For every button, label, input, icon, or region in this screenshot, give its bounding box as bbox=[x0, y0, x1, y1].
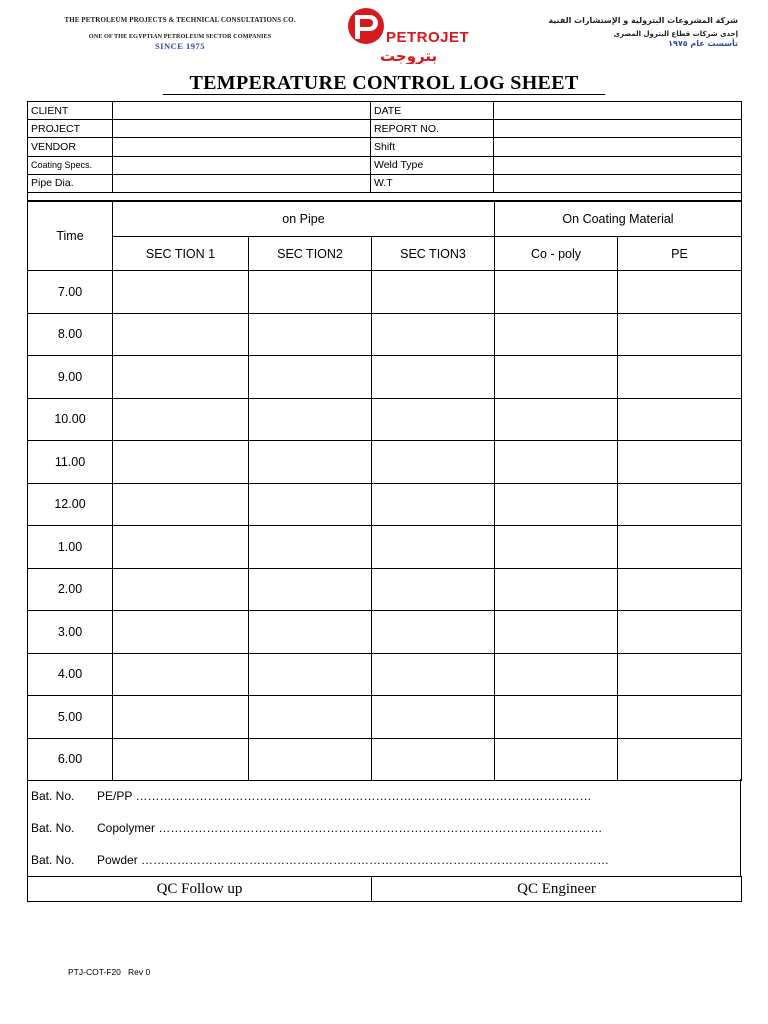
reading-cell[interactable] bbox=[249, 313, 372, 356]
spacer-cell bbox=[28, 192, 742, 200]
log-row bbox=[28, 441, 742, 484]
on-pipe-header: on Pipe bbox=[113, 202, 495, 237]
batch-row-pe-pp[interactable] bbox=[31, 789, 591, 803]
info-label: Pipe Dia. bbox=[28, 174, 113, 192]
pipe-dia-field[interactable] bbox=[113, 174, 371, 192]
info-label: VENDOR bbox=[28, 138, 113, 156]
log-row bbox=[28, 653, 742, 696]
time-cell: 11.00 bbox=[28, 441, 113, 484]
time-cell: 5.00 bbox=[28, 696, 113, 739]
log-row bbox=[28, 611, 742, 654]
since-line: SINCE 1975 bbox=[154, 41, 206, 51]
reading-cell[interactable] bbox=[372, 653, 495, 696]
log-row bbox=[28, 398, 742, 441]
logo-wordmark: PETROJET bbox=[386, 29, 470, 46]
reading-cell[interactable] bbox=[372, 483, 495, 526]
log-row bbox=[28, 738, 742, 781]
reading-cell[interactable] bbox=[113, 483, 249, 526]
arabic-company-line: شركة المشروعات البترولية و الإستشارات الفنية bbox=[548, 16, 738, 25]
info-row bbox=[28, 156, 742, 174]
batch-label: Bat. No. bbox=[31, 853, 75, 867]
reading-cell[interactable] bbox=[618, 653, 742, 696]
column-header: SEC TION3 bbox=[372, 237, 495, 271]
qc-follow-up-cell[interactable]: QC Follow up bbox=[28, 877, 372, 902]
reading-cell[interactable] bbox=[495, 398, 618, 441]
batch-row-copolymer[interactable] bbox=[31, 821, 602, 835]
time-cell: 7.00 bbox=[28, 271, 113, 314]
page-title: TEMPERATURE CONTROL LOG SHEET bbox=[189, 72, 579, 94]
info-label: REPORT NO. bbox=[371, 120, 494, 138]
petrojet-logo bbox=[340, 6, 470, 64]
column-header: Co - poly bbox=[495, 237, 618, 271]
reading-cell[interactable] bbox=[495, 271, 618, 314]
reading-cell[interactable] bbox=[618, 611, 742, 654]
column-header: SEC TION2 bbox=[249, 237, 372, 271]
reading-cell[interactable] bbox=[113, 526, 249, 569]
reading-cell[interactable] bbox=[495, 696, 618, 739]
reading-cell[interactable] bbox=[372, 441, 495, 484]
group-header-row bbox=[28, 202, 742, 237]
reading-cell[interactable] bbox=[618, 441, 742, 484]
logo-wordmark-arabic: بتروجت bbox=[380, 47, 438, 64]
log-row bbox=[28, 568, 742, 611]
batch-row-powder[interactable] bbox=[31, 853, 609, 867]
client-field[interactable] bbox=[113, 102, 371, 120]
reading-cell[interactable] bbox=[372, 611, 495, 654]
reading-cell[interactable] bbox=[618, 526, 742, 569]
time-cell: 9.00 bbox=[28, 356, 113, 399]
coating-specs-field[interactable] bbox=[113, 156, 371, 174]
temperature-log-table bbox=[27, 201, 742, 781]
reading-cell[interactable] bbox=[618, 313, 742, 356]
info-label: CLIENT bbox=[28, 102, 113, 120]
signoff-table bbox=[27, 876, 742, 902]
batch-text: PE/PP …………………………………………………………………………………………………… bbox=[97, 789, 592, 803]
reading-cell[interactable] bbox=[372, 526, 495, 569]
info-label: Shift bbox=[371, 138, 494, 156]
info-row bbox=[28, 102, 742, 120]
log-body bbox=[28, 271, 742, 781]
qc-engineer-cell[interactable]: QC Engineer bbox=[372, 877, 742, 902]
batch-section bbox=[27, 779, 741, 877]
sector-line: ONE OF THE EGYPTIAN PETROLEUM SECTOR COMPANIES bbox=[88, 33, 272, 40]
company-name-line: THE PETROLEUM PROJECTS & TECHNICAL CONSULTATIONS CO. bbox=[64, 16, 296, 24]
log-row bbox=[28, 696, 742, 739]
reading-cell[interactable] bbox=[113, 696, 249, 739]
info-row bbox=[28, 174, 742, 192]
reading-cell[interactable] bbox=[372, 696, 495, 739]
reading-cell[interactable] bbox=[113, 568, 249, 611]
reading-cell[interactable] bbox=[495, 526, 618, 569]
time-cell: 12.00 bbox=[28, 483, 113, 526]
weld-type-field[interactable] bbox=[494, 156, 742, 174]
reading-cell[interactable] bbox=[249, 441, 372, 484]
time-header: Time bbox=[28, 202, 113, 271]
reading-cell[interactable] bbox=[372, 271, 495, 314]
arabic-sector-line: إحدى شركات قطاع البترول المصرى bbox=[613, 30, 738, 38]
reading-cell[interactable] bbox=[495, 568, 618, 611]
column-header: PE bbox=[618, 237, 742, 271]
time-cell: 2.00 bbox=[28, 568, 113, 611]
signoff-row bbox=[28, 877, 742, 902]
info-label: Coating Specs. bbox=[28, 156, 113, 174]
reading-cell[interactable] bbox=[495, 611, 618, 654]
time-cell: 3.00 bbox=[28, 611, 113, 654]
column-header: SEC TION 1 bbox=[113, 237, 249, 271]
reading-cell[interactable] bbox=[495, 356, 618, 399]
reading-cell[interactable] bbox=[113, 441, 249, 484]
log-row bbox=[28, 271, 742, 314]
info-label: PROJECT bbox=[28, 120, 113, 138]
reading-cell[interactable] bbox=[618, 271, 742, 314]
info-label: Weld Type bbox=[371, 156, 494, 174]
reading-cell[interactable] bbox=[618, 356, 742, 399]
form-code: PTJ-COT-F20 Rev 0 bbox=[68, 967, 151, 977]
reading-cell[interactable] bbox=[618, 483, 742, 526]
reading-cell[interactable] bbox=[372, 568, 495, 611]
reading-cell[interactable] bbox=[495, 653, 618, 696]
reading-cell[interactable] bbox=[249, 568, 372, 611]
reading-cell[interactable] bbox=[372, 398, 495, 441]
date-field[interactable] bbox=[494, 102, 742, 120]
letterhead bbox=[0, 0, 768, 66]
reading-cell[interactable] bbox=[249, 526, 372, 569]
batch-label: Bat. No. bbox=[31, 789, 75, 803]
batch-text: Copolymer ………………………………………………………………………………………………… bbox=[97, 821, 603, 835]
reading-cell[interactable] bbox=[249, 398, 372, 441]
info-row bbox=[28, 138, 742, 156]
vendor-field[interactable] bbox=[113, 138, 371, 156]
reading-cell[interactable] bbox=[495, 738, 618, 781]
wall-thickness-field[interactable] bbox=[494, 174, 742, 192]
batch-label: Bat. No. bbox=[31, 821, 75, 835]
info-row bbox=[28, 120, 742, 138]
reading-cell[interactable] bbox=[495, 313, 618, 356]
reading-cell[interactable] bbox=[113, 356, 249, 399]
time-cell: 8.00 bbox=[28, 313, 113, 356]
shift-field[interactable] bbox=[494, 138, 742, 156]
log-row bbox=[28, 356, 742, 399]
reading-cell[interactable] bbox=[113, 653, 249, 696]
reading-cell[interactable] bbox=[618, 738, 742, 781]
title-underline bbox=[163, 94, 605, 95]
company-name-english bbox=[30, 16, 330, 51]
batch-text: Powder ……………………………………………………………………………………………………… bbox=[97, 853, 610, 867]
info-label: W.T bbox=[371, 174, 494, 192]
reading-cell[interactable] bbox=[113, 738, 249, 781]
time-cell: 1.00 bbox=[28, 526, 113, 569]
reading-cell[interactable] bbox=[618, 696, 742, 739]
log-row bbox=[28, 313, 742, 356]
company-name-arabic bbox=[520, 16, 738, 48]
reading-cell[interactable] bbox=[249, 271, 372, 314]
reading-cell[interactable] bbox=[495, 441, 618, 484]
reading-cell[interactable] bbox=[113, 611, 249, 654]
reading-cell[interactable] bbox=[249, 611, 372, 654]
reading-cell[interactable] bbox=[249, 653, 372, 696]
reading-cell[interactable] bbox=[372, 738, 495, 781]
reading-cell[interactable] bbox=[495, 483, 618, 526]
report-no-field[interactable] bbox=[494, 120, 742, 138]
reading-cell[interactable] bbox=[249, 356, 372, 399]
job-info-table bbox=[27, 101, 742, 201]
time-cell: 6.00 bbox=[28, 738, 113, 781]
reading-cell[interactable] bbox=[249, 738, 372, 781]
time-cell: 10.00 bbox=[28, 398, 113, 441]
log-row bbox=[28, 483, 742, 526]
reading-cell[interactable] bbox=[249, 483, 372, 526]
reading-cell[interactable] bbox=[372, 356, 495, 399]
reading-cell[interactable] bbox=[113, 398, 249, 441]
project-field[interactable] bbox=[113, 120, 371, 138]
column-header-row bbox=[28, 237, 742, 271]
arabic-since-line: تأسست عام ١٩٧٥ bbox=[668, 39, 738, 48]
info-label: DATE bbox=[371, 102, 494, 120]
reading-cell[interactable] bbox=[618, 568, 742, 611]
log-row bbox=[28, 526, 742, 569]
reading-cell[interactable] bbox=[618, 398, 742, 441]
reading-cell[interactable] bbox=[249, 696, 372, 739]
reading-cell[interactable] bbox=[372, 313, 495, 356]
reading-cell[interactable] bbox=[113, 313, 249, 356]
on-coating-header: On Coating Material bbox=[495, 202, 742, 237]
time-cell: 4.00 bbox=[28, 653, 113, 696]
reading-cell[interactable] bbox=[113, 271, 249, 314]
info-spacer-row bbox=[28, 192, 742, 200]
